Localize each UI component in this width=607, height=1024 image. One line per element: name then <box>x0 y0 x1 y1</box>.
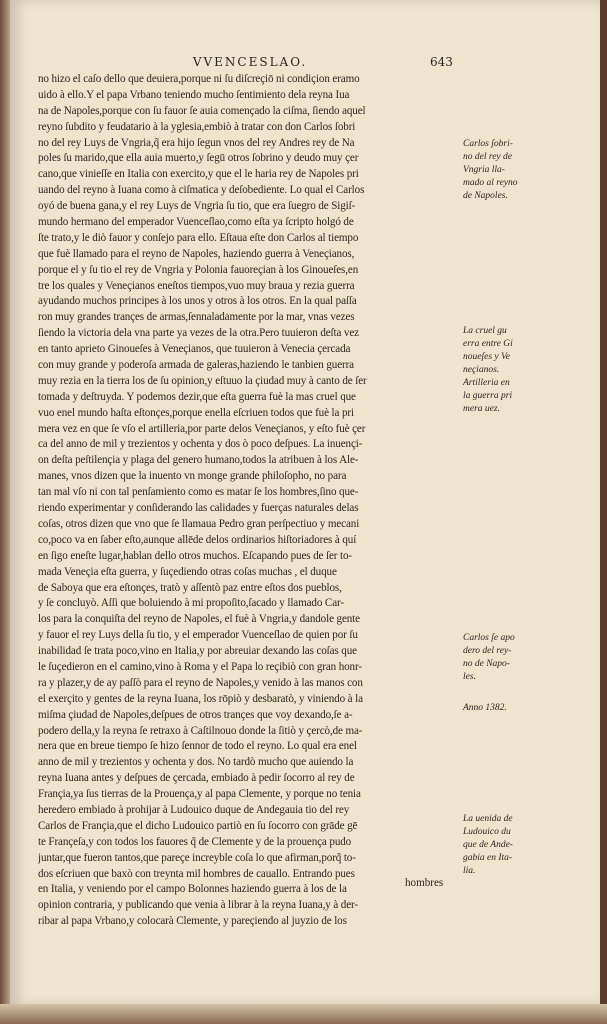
text-line: poles ſu marido,que ella auia muerto,y ſegū otros ſobrino y deudo muy çer <box>38 152 359 165</box>
text-line: ca del anno de mil y trezientos y ochenta y dos ò poco deſpues. La inuençi- <box>38 438 363 451</box>
body-text <box>38 72 458 930</box>
text-line: coſas, otros dizen que vno que ſe llamaua Pedro gran perſpectiuo y mecani <box>38 517 360 530</box>
text-line: ſte trato,y le diò fauor y conſejo para ello. Eſtaua eſte don Carlos al tiempo <box>38 231 359 244</box>
text-line: el exerçito y gentes de la reyna Iuana, los rōpiò y desbaratò, y viniendo à la <box>38 692 363 705</box>
margin-note-line: Ludouico du <box>463 827 511 837</box>
text-line: ribar al papa Vrbano,y colocarà Clemente, y pareçiendo al juyzio de los <box>38 915 347 928</box>
margin-note-line: Carlos ſobri- <box>463 139 513 149</box>
text-line: en ſigo eneſte lugar,hablan dello otros muchos. Eſcapando pues de ſer to- <box>38 549 352 562</box>
page-bottom-edge <box>0 1004 607 1024</box>
text-line: porque el y ſu tio el rey de Vngria y Polonia fauoreçian à los Ginoueſes,en <box>38 263 359 276</box>
text-line: tre los quales y Veneçianos eneſtos tiempos,vuo muy braua y rezia guerra <box>38 279 355 292</box>
text-line: podero della,y la reyna ſe retraxo à Caſtilnouo donde la ſitiò y çercò,de ma- <box>38 724 363 737</box>
margin-note-carlos-napoles <box>463 632 563 684</box>
text-line: le ſuçedieron en el camino,vino à Roma y el Papa lo reçibiò con gran honr- <box>38 660 362 673</box>
margin-note-line: gabia en Ita- <box>463 853 513 863</box>
text-line: Carlos de Françia,que el dicho Ludouico partiò en ſu ſocorro con grāde gē <box>38 819 358 832</box>
text-line: vuo enel mundo haſta eſtonçes,porque enella eſcriuen todos que fuè la pri <box>38 406 354 419</box>
margin-note-line: mado al reyno <box>463 178 518 188</box>
text-line: ra y plazer,y de ay paſſò para el reyno de Napoles,y venido à las manos con <box>38 676 363 689</box>
text-line: riendo experimentar y conſiderando las calidades y fuerças naturales delas <box>38 502 359 515</box>
text-line: heredero embiado à prohijar à Ludouico duque de Andegauia tio del rey <box>38 803 350 816</box>
text-line: que fuè llamado para el reyno de Napoles, haziendo guerra à Veneçianos, <box>38 247 355 260</box>
text-line: no del rey Luys de Vngria,q̃ era hijo ſegun vnos del rey Andres rey de Na <box>38 136 355 149</box>
margin-note-line: La uenida de <box>463 814 513 824</box>
text-line: ron muy grandes trançes de armas,ſennaladamente por la mar, vnas vezes <box>38 311 355 324</box>
text-line: mundo hermano del emperador Vuenceſlao,como eſta ya ſcripto holgó de <box>38 216 354 229</box>
text-line: reyno ſubdito y feudatario à la yglesia,embiò à tratar con don Carlos ſobri <box>38 120 356 133</box>
text-line: manes, vnos dizen que la inuento vn monge grande philoſopho, no para <box>38 470 347 483</box>
text-line: mada Veneçia eſta guerra, y ſuçediendo otras coſas muchas , el duque <box>38 565 337 578</box>
margin-note-line: mera uez. <box>463 404 500 414</box>
margin-note-line: Vngria lla- <box>463 165 505 175</box>
text-line: oyó de buena gana,y el rey Luys de Vngria ſu tio, que era ſuegro de Sigiſ- <box>38 200 356 213</box>
text-line: tan mal vſo ni con tal penſamiento como es matar ſe los hombres,ſino que- <box>38 486 359 499</box>
margin-note-line: neçianos. <box>463 365 500 375</box>
margin-note-line: Anno 1382. <box>463 703 507 713</box>
text-line: miſma çiudad de Napoles,deſpues de otros trançes que voy dexando,ſe a- <box>38 708 353 721</box>
text-line: en Italia, y veniendo por el campo Bolonnes haziendo guerra à los de la <box>38 883 347 896</box>
margin-note-line: no de Napo- <box>463 659 510 669</box>
margin-note-line: La cruel gu <box>463 326 507 336</box>
text-line: con muy grande y poderoſa armada de galeras,haziendo le tanbien guerra <box>38 359 354 372</box>
text-line: dos eſcriuen que baxò con treynta mil hombres de cauallo. Entrando pues <box>38 867 355 880</box>
margin-note-line: lia. <box>463 866 476 876</box>
text-line: de Saboya que era eſtonçes, tratò y aſſentò paz entre eſtos dos pueblos, <box>38 581 342 594</box>
text-line: no hizo el caſo dello que deuiera,porque ni ſu diſcreçiō ni condiçion eramo <box>38 73 360 85</box>
text-line: on deſta peſtilençia y plaga del genero humano,todos la atribuen à los Ale- <box>38 454 359 467</box>
margin-note-line: noueſes y Ve <box>463 352 510 362</box>
text-line: en tanto aprieto Ginoueſes à Veneçianos, que tuuieron à Venecia çercada <box>38 343 351 356</box>
text-line: cano,que vinieſſe en Italia con exercito,y que el le haria rey de Napoles pri <box>38 168 359 181</box>
margin-note-anno <box>463 702 563 715</box>
text-line: uando del reyno à Iuana como à ciſmatica y deſobediente. Lo qual el Carlos <box>38 184 365 197</box>
text-line: los para la conquiſta del reyno de Napoles, el fuè à Vngria,y dandole gente <box>38 613 360 626</box>
margin-note-carlos-sobrino <box>463 138 563 203</box>
text-line: mera vez en que ſe vſo el artilleria,por parte delos Veneçianos, y eſto fuè çer <box>38 422 366 435</box>
margin-note-line: de Napoles. <box>463 191 508 201</box>
catchword: hombres <box>405 877 444 889</box>
margin-note-line: les. <box>463 672 476 682</box>
text-line: opinion contraria, y publicando que venia à librar à la reyna Iuana,y à der- <box>38 899 358 912</box>
margin-note-line: erra entre Gi <box>463 339 513 349</box>
text-line: y fauor el rey Luys della ſu tio, y el emperador Vuenceſlao de quien por ſu <box>38 629 358 642</box>
margin-note-line: que de Ande- <box>463 840 513 850</box>
margin-note-cruel-guerra <box>463 325 563 416</box>
text-line: juntar,que fueron tantos,que pareçe increyble coſa lo que afirman,porq̃ to- <box>38 851 356 864</box>
text-line: ſiendo la victoria dela vna parte ya vezes de la otra.Pero tuuieron deſta vez <box>38 327 359 340</box>
margin-note-line: no del rey de <box>463 152 512 162</box>
text-line: y ſe concluyò. Aſſi que boluiendo à mi propoſito,ſacado y llamado Car- <box>38 597 344 610</box>
text-line: nera que en breue tiempo ſe hizo ſennor de todo el reyno. Lo qual era enel <box>38 740 357 753</box>
text-line: tomada y deſtruyda. Y podemos dezir,que eſta guerra fuè la mas cruel que <box>38 390 356 403</box>
text-line: co,poco va en ſaber eſto,aunque allēde delos ordinarios hiſtoriadores à quí <box>38 533 357 546</box>
margin-note-line: Carlos ſe apo <box>463 633 515 643</box>
running-title: VVENCESLAO. <box>192 55 308 69</box>
text-line: reyna Iuana antes y deſpues de çercada, embiado à pedir ſocorro al rey de <box>38 772 355 785</box>
text-line: na de Napoles,porque con ſu fauor ſe auia començado la ciſma, ſiendo aquel <box>38 104 366 117</box>
text-line: inabilidad ſe trata poco,vino en Italia,y por abreuiar dexando las coſas que <box>38 645 357 658</box>
margin-note-line: la guerra pri <box>463 391 513 401</box>
text-line: uido à ello.Y el papa Vrbano teniendo mucho ſentimiento dela reyna Iua <box>38 88 350 101</box>
page-number: 643 <box>430 55 453 69</box>
text-line: te Françeſa,y con todos los fauores q̃ de Clemente y de la prouença pudo <box>38 835 352 848</box>
text-line: anno de mil y trezientos y ochenta y dos. No tardò mucho que auiendo la <box>38 756 354 769</box>
margin-note-venida-ludouico <box>463 813 563 878</box>
text-line: muy rezia en la tierra los de ſu opinion,y eſtuuo la çiudad muy à canto de ſer <box>38 374 367 387</box>
margin-note-line: Artilleria en <box>463 378 510 388</box>
margin-note-line: dero del rey- <box>463 646 512 656</box>
text-line: ayudando muchos principes à los unos y otros à los otros. En la qual paſſa <box>38 295 357 308</box>
text-line: Françia,ya ſus tierras de la Prouença,y al papa Clemente, y porque no tenia <box>38 788 361 801</box>
